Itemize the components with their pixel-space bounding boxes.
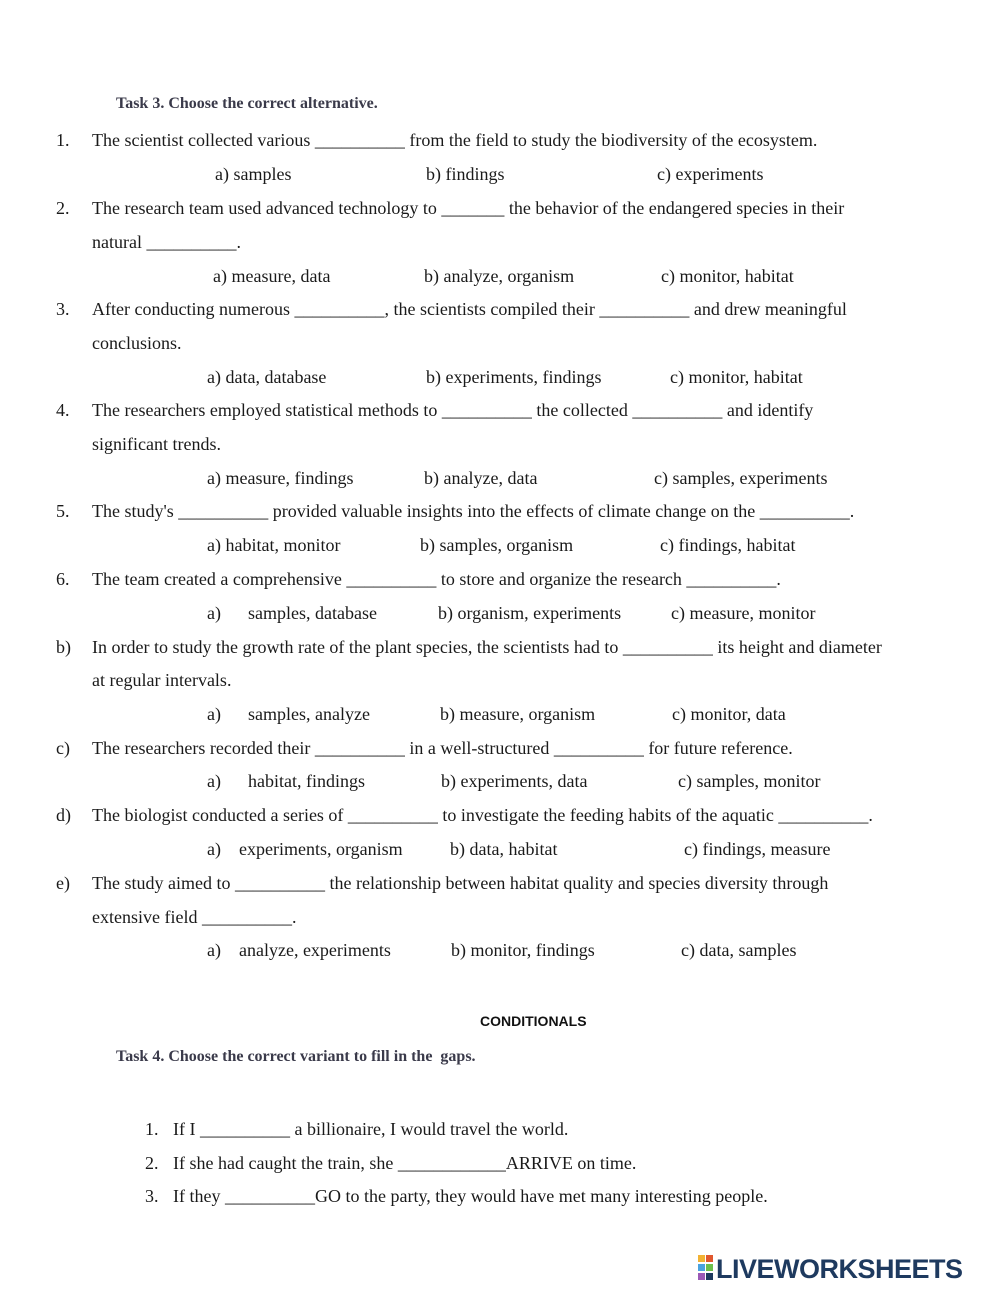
question-6-number: 6. — [56, 569, 70, 589]
question-3-option-a[interactable]: a) data, database — [207, 367, 327, 387]
question-4-option-a[interactable]: a) measure, findings — [207, 468, 354, 488]
question-d-option-c[interactable]: c) findings, measure — [684, 839, 831, 859]
question-b-number: b) — [56, 637, 71, 657]
task4-item-1-number: 1. — [145, 1119, 159, 1139]
question-6-option-b[interactable]: b) organism, experiments — [438, 603, 622, 623]
question-2-text-line1: The research team used advanced technology to _______ the behavior of the endangered species in their — [92, 198, 845, 218]
question-1-text: The scientist collected various __________ from the field to study the biodiversity of the ecosystem. — [92, 130, 818, 150]
question-5-option-a[interactable]: a) habitat, monitor — [207, 535, 341, 555]
question-e-number: e) — [56, 873, 70, 893]
question-1-option-b[interactable]: b) findings — [426, 164, 505, 184]
question-e-option-a[interactable]: a) analyze, experiments — [207, 940, 391, 960]
question-4-text-line2: significant trends. — [92, 434, 221, 454]
question-4-number: 4. — [56, 400, 70, 420]
question-c-option-a[interactable]: a) habitat, findings — [207, 771, 365, 791]
question-3-number: 3. — [56, 299, 70, 319]
question-4-option-b[interactable]: b) analyze, data — [424, 468, 538, 488]
task4-item-3-number: 3. — [145, 1186, 159, 1206]
question-1-option-a[interactable]: a) samples — [215, 164, 292, 184]
question-b-option-b[interactable]: b) measure, organism — [440, 704, 596, 724]
question-e-text-line2: extensive field __________. — [92, 907, 297, 927]
question-b-option-a[interactable]: a) samples, analyze — [207, 704, 370, 724]
question-6-option-a[interactable]: a) samples, database — [207, 603, 377, 623]
question-c-option-c[interactable]: c) samples, monitor — [678, 771, 821, 791]
task3-title: Task 3. Choose the correct alternative. — [116, 95, 378, 112]
question-5-text: The study's __________ provided valuable insights into the effects of climate change on the __________. — [92, 501, 855, 521]
question-d-option-a[interactable]: a) experiments, organism — [207, 839, 403, 859]
question-6-text: The team created a comprehensive __________ to store and organize the research __________. — [92, 569, 781, 589]
question-2-option-a[interactable]: a) measure, data — [213, 266, 331, 286]
liveworksheets-brand-text: LIVEWORKSHEETS — [716, 1254, 963, 1284]
question-2-text-line2: natural __________. — [92, 232, 241, 252]
question-5-number: 5. — [56, 501, 70, 521]
liveworksheets-logo-icon — [698, 1255, 714, 1281]
task4-item-3-text: If they __________GO to the party, they would have met many interesting people. — [173, 1186, 768, 1206]
task4-item-2-text: If she had caught the train, she ____________ARRIVE on time. — [173, 1153, 637, 1173]
question-1-number: 1. — [56, 130, 70, 150]
question-2-option-b[interactable]: b) analyze, organism — [424, 266, 575, 286]
task4-title: Task 4. Choose the correct variant to fill in the gaps. — [116, 1048, 476, 1065]
question-5-option-b[interactable]: b) samples, organism — [420, 535, 574, 555]
question-e-option-b[interactable]: b) monitor, findings — [451, 940, 595, 960]
question-d-option-b[interactable]: b) data, habitat — [450, 839, 558, 859]
liveworksheets-logo[interactable] — [698, 1254, 963, 1285]
question-3-text-line2: conclusions. — [92, 333, 182, 353]
question-2-option-c[interactable]: c) monitor, habitat — [661, 266, 794, 286]
question-5-option-c[interactable]: c) findings, habitat — [660, 535, 796, 555]
question-b-text-line1: In order to study the growth rate of the plant species, the scientists had to __________ its height and diameter — [92, 637, 882, 657]
question-d-number: d) — [56, 805, 71, 825]
question-b-option-c[interactable]: c) monitor, data — [672, 704, 786, 724]
question-3-option-c[interactable]: c) monitor, habitat — [670, 367, 803, 387]
question-3-text-line1: After conducting numerous __________, the scientists compiled their __________ and drew meaningful — [92, 299, 847, 319]
question-d-text: The biologist conducted a series of __________ to investigate the feeding habits of the aquatic __________. — [92, 805, 873, 825]
task4-item-1-text: If I __________ a billionaire, I would travel the world. — [173, 1119, 569, 1139]
question-c-option-b[interactable]: b) experiments, data — [441, 771, 588, 791]
question-b-text-line2: at regular intervals. — [92, 670, 232, 690]
question-c-number: c) — [56, 738, 70, 758]
question-e-option-c[interactable]: c) data, samples — [681, 940, 797, 960]
question-3-option-b[interactable]: b) experiments, findings — [426, 367, 602, 387]
question-2-number: 2. — [56, 198, 70, 218]
question-e-text-line1: The study aimed to __________ the relationship between habitat quality and species diversity through — [92, 873, 829, 893]
question-4-option-c[interactable]: c) samples, experiments — [654, 468, 828, 488]
question-6-option-c[interactable]: c) measure, monitor — [671, 603, 816, 623]
question-1-option-c[interactable]: c) experiments — [657, 164, 764, 184]
task4-item-2-number: 2. — [145, 1153, 159, 1173]
question-c-text: The researchers recorded their __________ in a well-structured __________ for future reference. — [92, 738, 793, 758]
section-heading-conditionals: CONDITIONALS — [480, 1013, 587, 1029]
question-4-text-line1: The researchers employed statistical methods to __________ the collected __________ and identify — [92, 400, 814, 420]
